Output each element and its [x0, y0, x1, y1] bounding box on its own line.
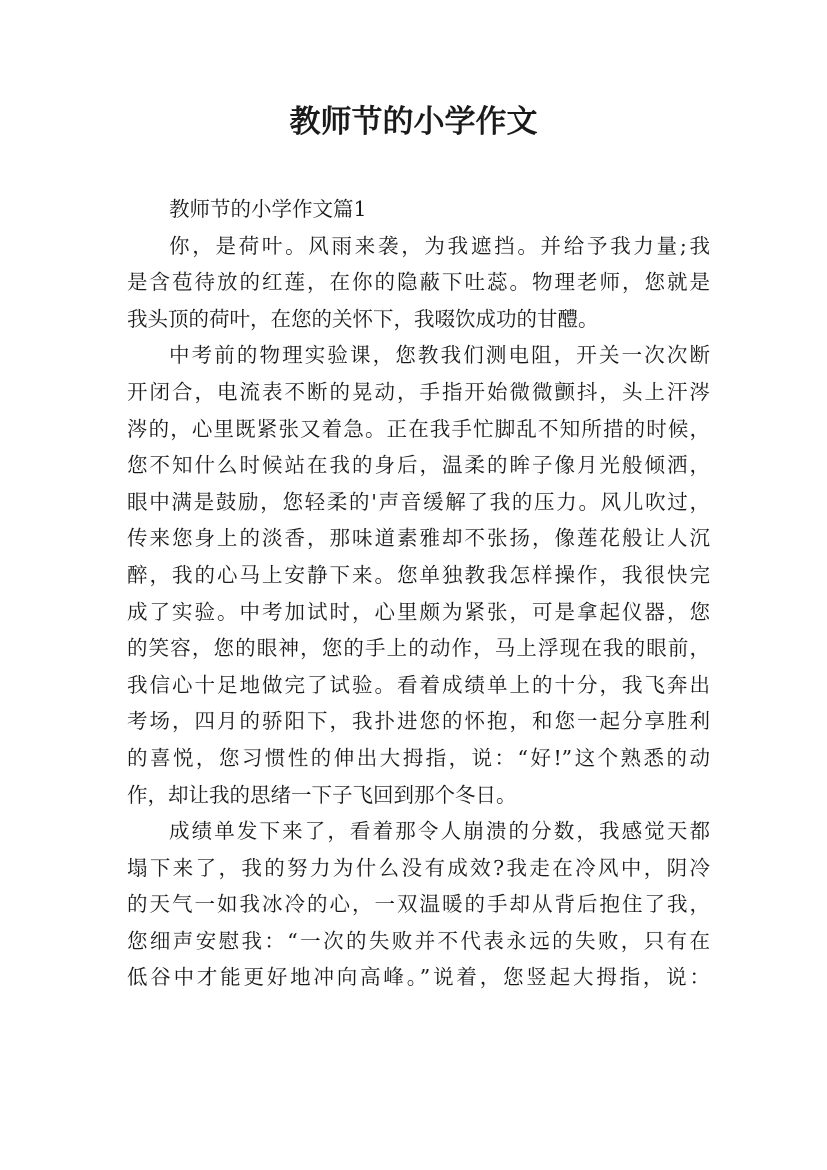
text-line: 成了实验。中考加试时，心里颇为紧张，可是拿起仪器，您 [127, 599, 710, 624]
text-line: 您细声安慰我：“一次的失败并不代表永远的失败，只有在 [127, 928, 710, 953]
text-line: 您不知什么时候站在我的身后，温柔的眸子像月光般倾洒， [127, 453, 710, 478]
text-line: 醉，我的心马上安静下来。您单独教我怎样操作，我很快完 [127, 562, 710, 587]
text-line: 考场，四月的骄阳下，我扑进您的怀抱，和您一起分享胜利 [127, 709, 710, 734]
text-line: 作，却让我的思绪一下子飞回到那个冬日。 [127, 782, 517, 807]
document-body [127, 191, 710, 996]
text-line: 我信心十足地做完了试验。看着成绩单上的十分，我飞奔出 [127, 672, 710, 697]
text-line: 我头顶的荷叶，在您的关怀下，我啜饮成功的甘醴。 [127, 306, 599, 331]
text-line: 的喜悦，您习惯性的伸出大拇指，说：“好!”这个熟悉的动 [127, 745, 710, 770]
text-line: 你，是荷叶。风雨来袭，为我遮挡。并给予我力量;我 [169, 233, 710, 258]
text-line: 涔的，心里既紧张又着急。正在我手忙脚乱不知所措的时候， [127, 416, 710, 441]
text-line: 的笑容，您的眼神，您的手上的动作，马上浮现在我的眼前， [127, 636, 710, 661]
text-line: 低谷中才能更好地冲向高峰。”说着，您竖起大拇指，说： [127, 965, 710, 990]
text-line: 中考前的物理实验课，您教我们测电阻，开关一次次断 [169, 343, 710, 368]
text-line: 的天气一如我冰冷的心，一双温暖的手却从背后抱住了我， [127, 892, 710, 917]
text-line: 传来您身上的淡香，那味道素雅却不张扬，像莲花般让人沉 [127, 526, 710, 551]
text-line: 塌下来了，我的努力为什么没有成效?我走在冷风中，阴冷 [127, 855, 710, 880]
text-line: 是含苞待放的红莲，在你的隐蔽下吐蕊。物理老师，您就是 [127, 270, 710, 295]
text-line: 教师节的小学作文篇1 [169, 197, 367, 221]
document-title: 教师节的小学作文 [289, 104, 538, 140]
text-line: 开闭合，电流表不断的晃动，手指开始微微颤抖，头上汗涔 [127, 379, 710, 404]
text-line: 成绩单发下来了，看着那令人崩溃的分数，我感觉天都 [169, 819, 710, 844]
text-line: 眼中满是鼓励，您轻柔的'声音缓解了我的压力。风儿吹过， [127, 489, 710, 514]
